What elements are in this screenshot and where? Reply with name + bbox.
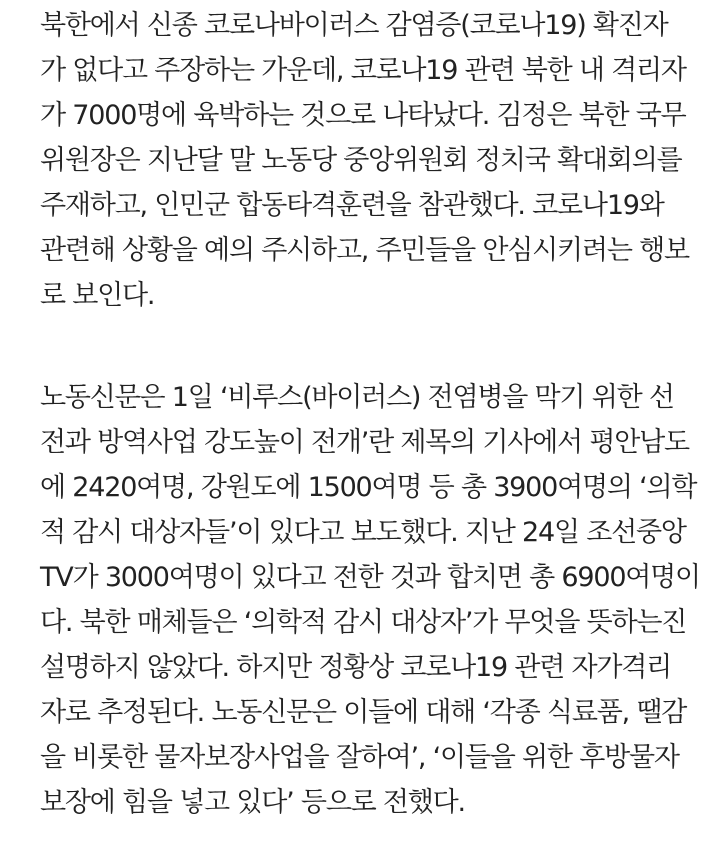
text-line: 관련해 상황을 예의 주시하고, 주민들을 안심시키려는 행보 <box>40 235 689 266</box>
text-line: 에 2420여명, 강원도에 1500여명 등 총 3900여명의 ‘의학 <box>40 472 697 503</box>
text-line: TV가 3000여명이 있다고 전한 것과 합치면 총 6900여명이 <box>40 562 700 593</box>
text-line: 자로 추정된다. 노동신문은 이들에 대해 ‘각종 식료품, 땔감 <box>40 697 687 728</box>
text-line: 을 비롯한 물자보장사업을 잘하여’, ‘이들을 위한 후방물자 <box>40 742 679 773</box>
text-line: 북한에서 신종 코로나바이러스 감염증(코로나19) 확진자 <box>40 10 668 41</box>
text-line: 주재하고, 인민군 합동타격훈련을 참관했다. 코로나19와 <box>40 190 664 221</box>
text-line: 전과 방역사업 강도높이 전개’란 제목의 기사에서 평안남도 <box>40 427 689 458</box>
text-line: 다. 북한 매체들은 ‘의학적 감시 대상자’가 무엇을 뜻하는진 <box>40 607 687 638</box>
text-line: 가 없다고 주장하는 가운데, 코로나19 관련 북한 내 격리자 <box>40 55 686 86</box>
text-line: 보장에 힘을 넣고 있다’ 등으로 전했다. <box>40 787 465 818</box>
text-line: 로 보인다. <box>40 280 155 311</box>
text-line: 위원장은 지난달 말 노동당 중앙위원회 정치국 확대회의를 <box>40 145 682 176</box>
text-line: 가 7000명에 육박하는 것으로 나타났다. 김정은 북한 국무 <box>40 100 686 131</box>
text-line: 적 감시 대상자들’이 있다고 보도했다. 지난 24일 조선중앙 <box>40 517 686 548</box>
text-line: 노동신문은 1일 ‘비루스(바이러스) 전염병을 막기 위한 선 <box>40 382 674 413</box>
text-line: 설명하지 않았다. 하지만 정황상 코로나19 관련 자가격리 <box>40 652 672 683</box>
